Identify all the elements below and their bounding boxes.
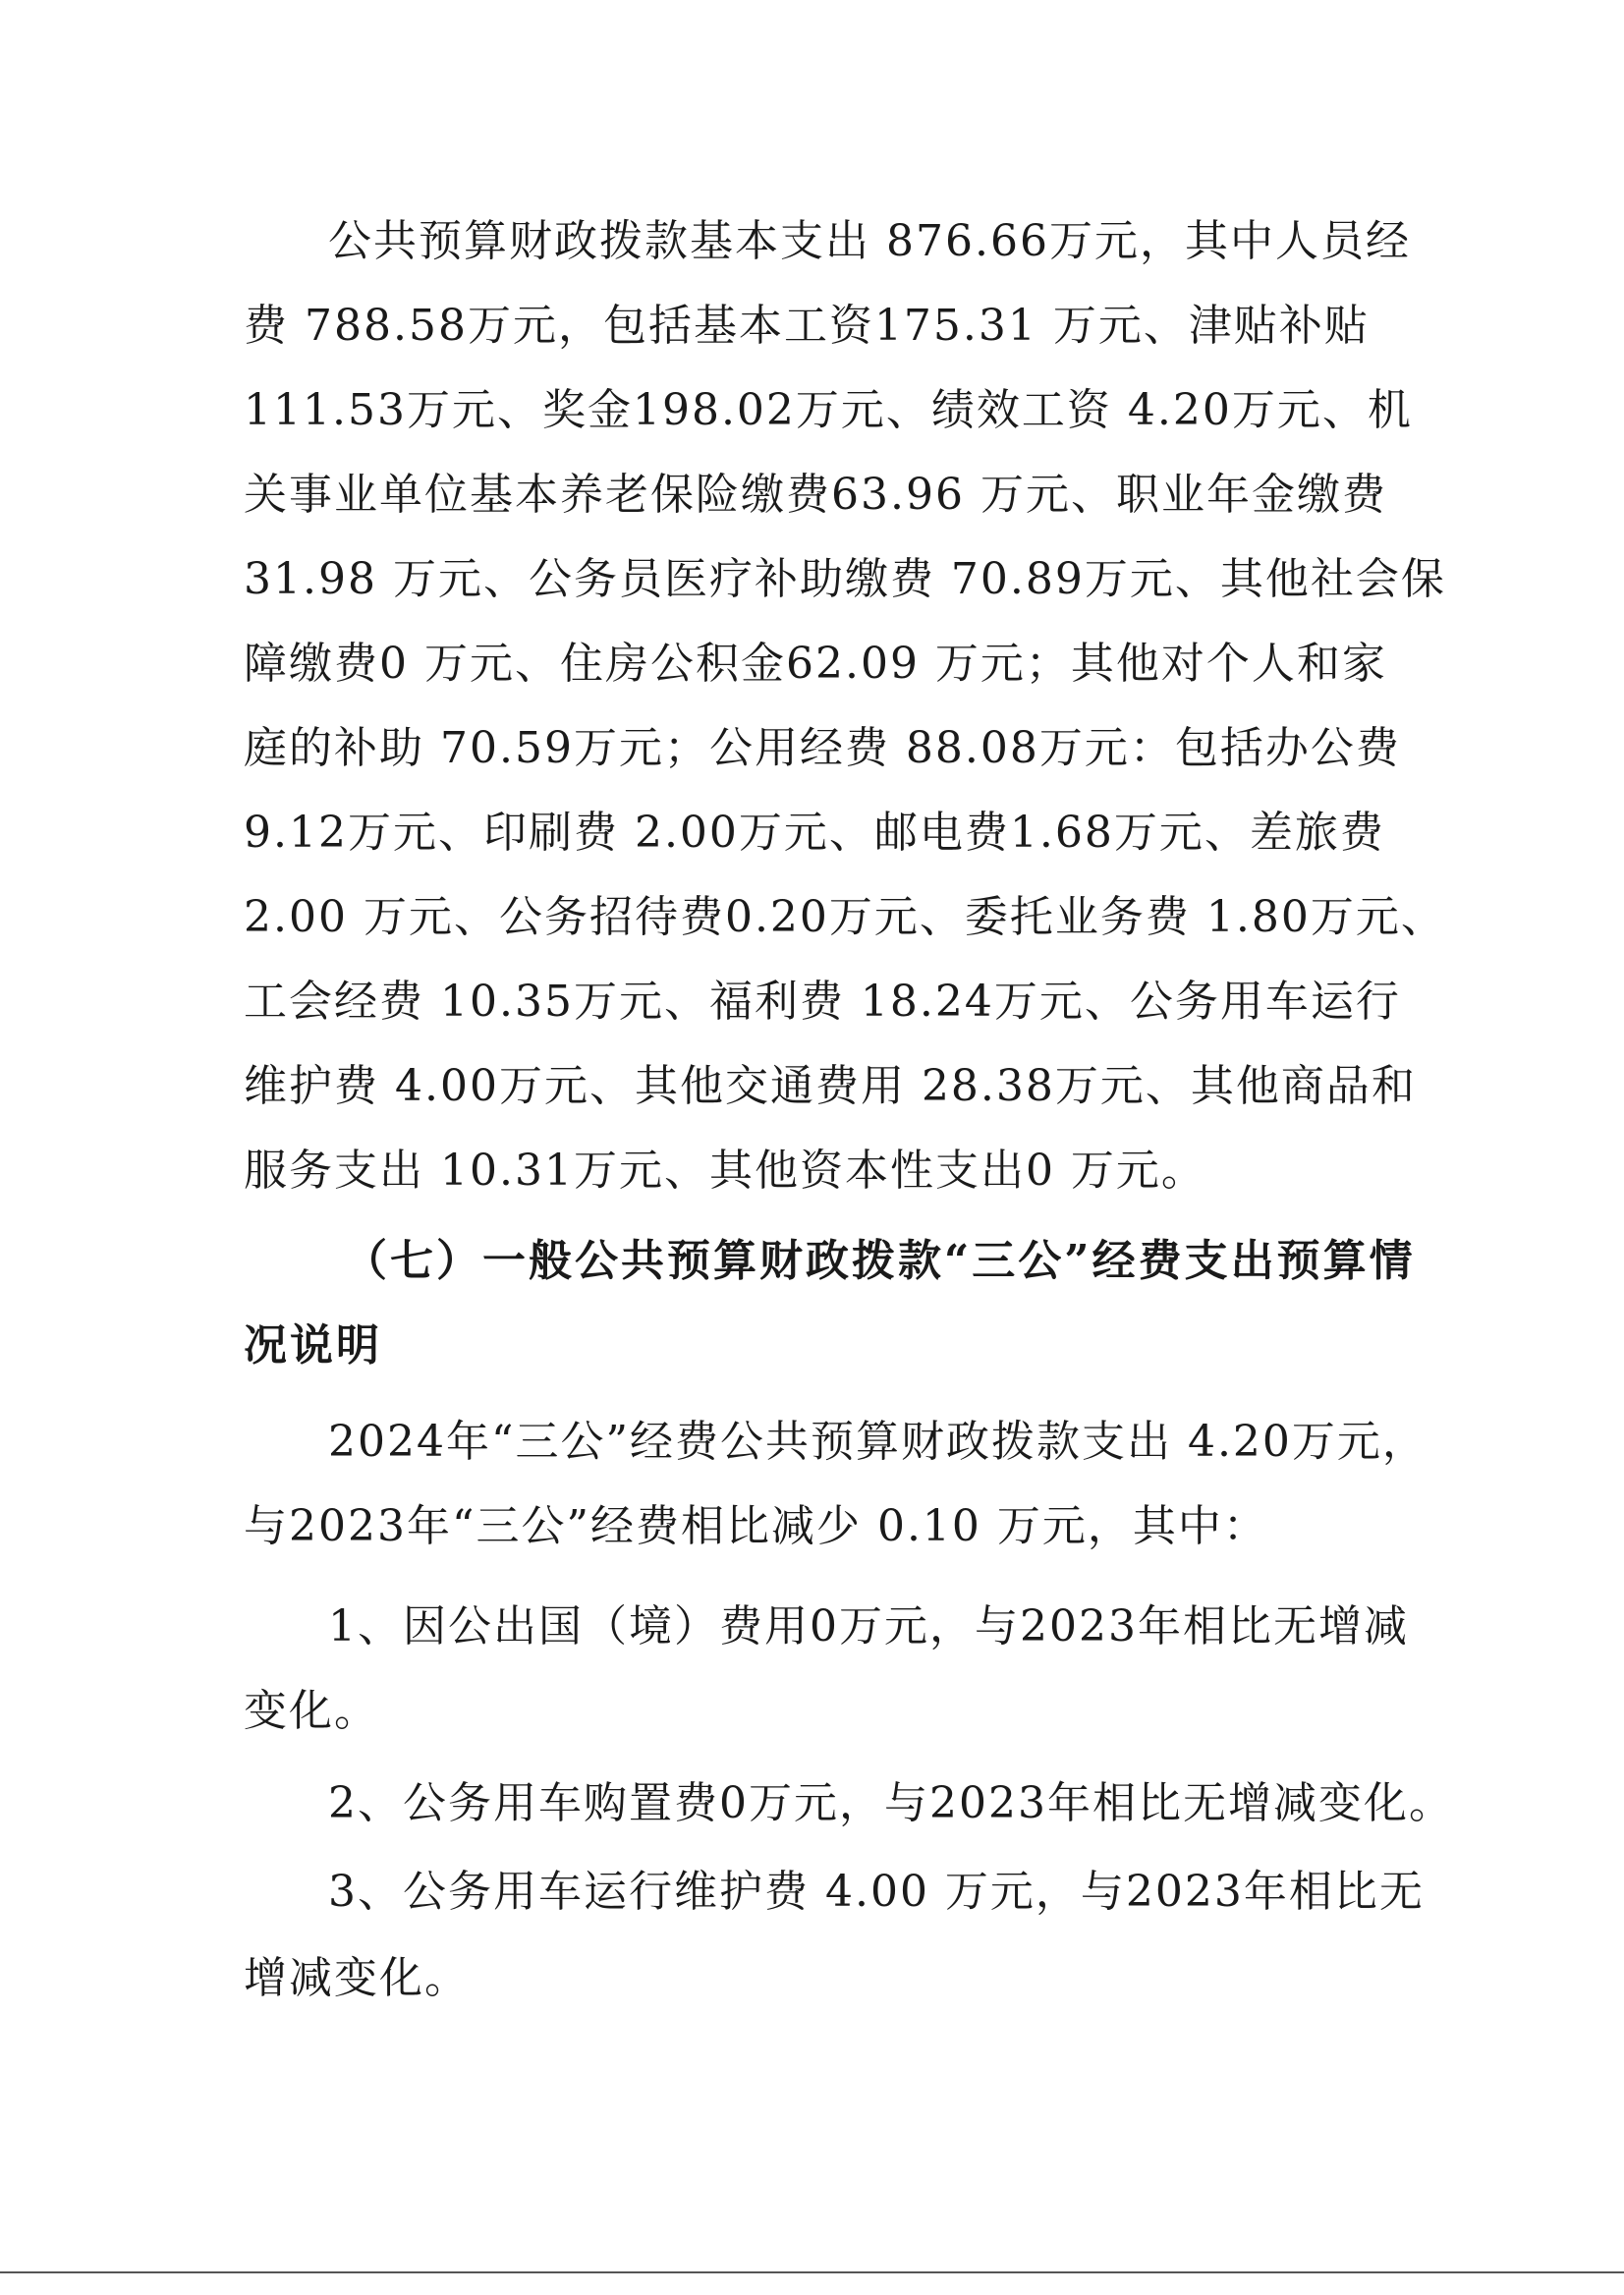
list-item-1-line: 变化。 [244, 1686, 379, 1736]
list-item-1-line: 1、因公出国（境）费用0万元，与2023年相比无增减 [328, 1601, 1409, 1651]
paragraph-basic-expenditure-line: 维护费 4.00万元、其他交通费用 28.38万元、其他商品和 [244, 1061, 1417, 1111]
paragraph-basic-expenditure-line: 关事业单位基本养老保险缴费63.96 万元、职业年金缴费 [244, 470, 1387, 520]
section-heading-line: （七）一般公共预算财政拨款“三公”经费支出预算情 [344, 1236, 1416, 1286]
paragraph-basic-expenditure-line: 9.12万元、印刷费 2.00万元、邮电费1.68万元、差旅费 [244, 808, 1385, 858]
paragraph-basic-expenditure-line: 工会经费 10.35万元、福利费 18.24万元、公务用车运行 [244, 977, 1401, 1027]
paragraph-basic-expenditure-line: 障缴费0 万元、住房公积金62.09 万元；其他对个人和家 [244, 639, 1387, 689]
list-item-2-line: 2、公务用车购置费0万元，与2023年相比无增减变化。 [328, 1778, 1454, 1828]
paragraph-three-public-line: 与2023年“三公”经费相比减少 0.10 万元，其中： [244, 1501, 1268, 1551]
list-item-3-line: 3、公务用车运行维护费 4.00 万元，与2023年相比无 [328, 1867, 1425, 1917]
page-bottom-rule [0, 2271, 1624, 2273]
paragraph-three-public-line: 2024年“三公”经费公共预算财政拨款支出 4.20万元， [328, 1417, 1428, 1467]
paragraph-basic-expenditure-line: 公共预算财政拨款基本支出 876.66万元，其中人员经 [328, 216, 1411, 266]
paragraph-basic-expenditure-line: 庭的补助 70.59万元；公用经费 88.08万元：包括办公费 [244, 723, 1401, 773]
paragraph-basic-expenditure-line: 31.98 万元、公务员医疗补助缴费 70.89万元、其他社会保 [244, 554, 1446, 604]
paragraph-basic-expenditure-line: 服务支出 10.31万元、其他资本性支出0 万元。 [244, 1146, 1206, 1196]
section-heading-line: 况说明 [244, 1320, 382, 1371]
paragraph-basic-expenditure-line: 费 788.58万元，包括基本工资175.31 万元、津贴补贴 [244, 301, 1370, 351]
paragraph-basic-expenditure-line: 111.53万元、奖金198.02万元、绩效工资 4.20万元、机 [244, 385, 1413, 435]
list-item-3-line: 增减变化。 [244, 1953, 470, 2003]
paragraph-basic-expenditure-line: 2.00 万元、公务招待费0.20万元、委托业务费 1.80万元、 [244, 892, 1446, 942]
